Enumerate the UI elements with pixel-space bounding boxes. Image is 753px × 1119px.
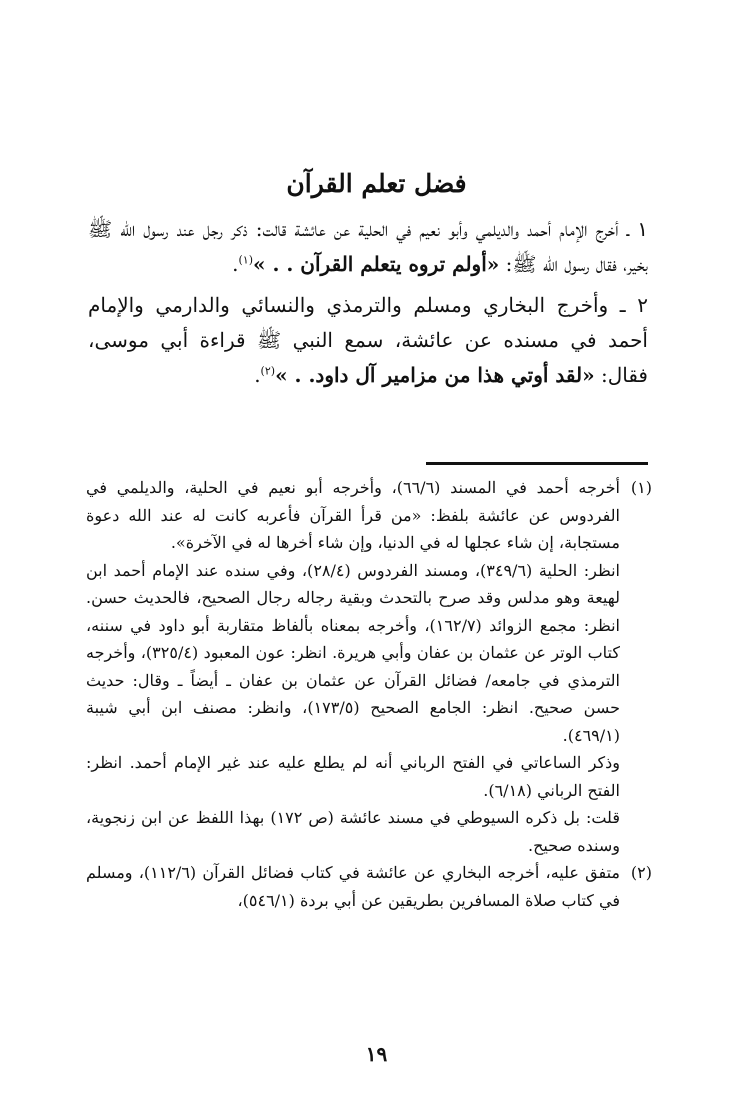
footnote-1 [86, 474, 652, 859]
footnote-line: قلت: بل ذكره السيوطي في مسند عائشة (ص ١٧٢) بهذا اللفظ عن ابن زنجوية، وسنده صحيح. [86, 808, 620, 855]
footnote-line: متفق عليه، أخرجه البخاري عن عائشة في كتاب فضائل القرآن (١١٢/٦)، ومسلم في كتاب صلاة المسافرين بطريقين عن أبي بردة (٥٤٦/١)، [86, 863, 620, 910]
main-text [88, 212, 648, 399]
paragraph-2-end: . [254, 363, 261, 387]
footnote-line: أخرجه أحمد في المسند (٦٦/٦)، وأخرجه أبو نعيم في الحلية، والديلمي في الفردوس عن عائشة بلفظ: «من قرأ القرآن فأعربه كانت له عند الله دعوة مستجابة، إن شاء عجلها له في الدنيا، وإن شاء أخرها له في الآخرة». [86, 478, 620, 552]
hadith-quote-1: «أولم تروه يتعلم القرآن . . » [252, 252, 500, 276]
footnote-number: (٢) [630, 863, 652, 882]
footnote-line: انظر: الحلية (٣٤٩/٦)، ومسند الفردوس (٢٨/٤)، وفي سنده عند الإمام أحمد ابن لهيعة وهو مدلس وقد صرح بالتحدث وبقية رجاله رجال الصحيح، فالحديث حسن. انظر: مجمع الزوائد (١٦٢/٧)، وأخرجه بمعناه بألفاظ متقاربة أبو داود في سننه، كتاب الوتر عن عثمان بن عفان وأبي هريرة. انظر: عون المعبود (٣٢٥/٤)، وأخرجه الترمذي في جامعه/ فضائل القرآن عن عثمان بن عفان ـ أيضاً ـ وقال: حديث حسن صحيح. انظر: الجامع الصحيح (١٧٣/٥)، وانظر: مصنف ابن أبي شيبة (٤٦٩/١). [86, 560, 621, 745]
paragraph-1-text: ١ ـ أخرج الإمام أحمد والديلمي وأبو نعيم في الحلية عن عائشة قالت: ذكر رجل عند رسول الله ﷺ بخير، فقال رسول الله ﷺ: [88, 217, 648, 276]
chapter-title: فضل تعلم القرآن [286, 169, 467, 198]
paragraph-1 [88, 212, 648, 282]
page-number: ١٩ [365, 1042, 388, 1066]
paragraph-2-text: ٢ ـ وأخرج البخاري ومسلم والترمذي والنسائي والدارمي والإمام أحمد في مسنده عن عائشة، سمع النبي ﷺ قراءة أبي موسى، فقال: [88, 293, 648, 387]
paragraph-2 [88, 288, 648, 393]
footnote-line: وذكر الساعاتي في الفتح الرباني أنه لم يطلع عليه عند غير الإمام أحمد. انظر: الفتح الرباني (٦/١٨). [86, 753, 620, 800]
footnote-number: (١) [630, 478, 652, 497]
hadith-quote-2: «لقد أوتي هذا من مزامير آل داود. . » [275, 363, 595, 387]
footnote-2 [86, 859, 652, 914]
footnote-separator [426, 462, 648, 465]
footnote-marker-1: (١) [238, 253, 253, 267]
paragraph-1-end: . [232, 252, 239, 276]
footnotes [86, 474, 652, 914]
footnote-marker-2: (٢) [260, 364, 276, 378]
